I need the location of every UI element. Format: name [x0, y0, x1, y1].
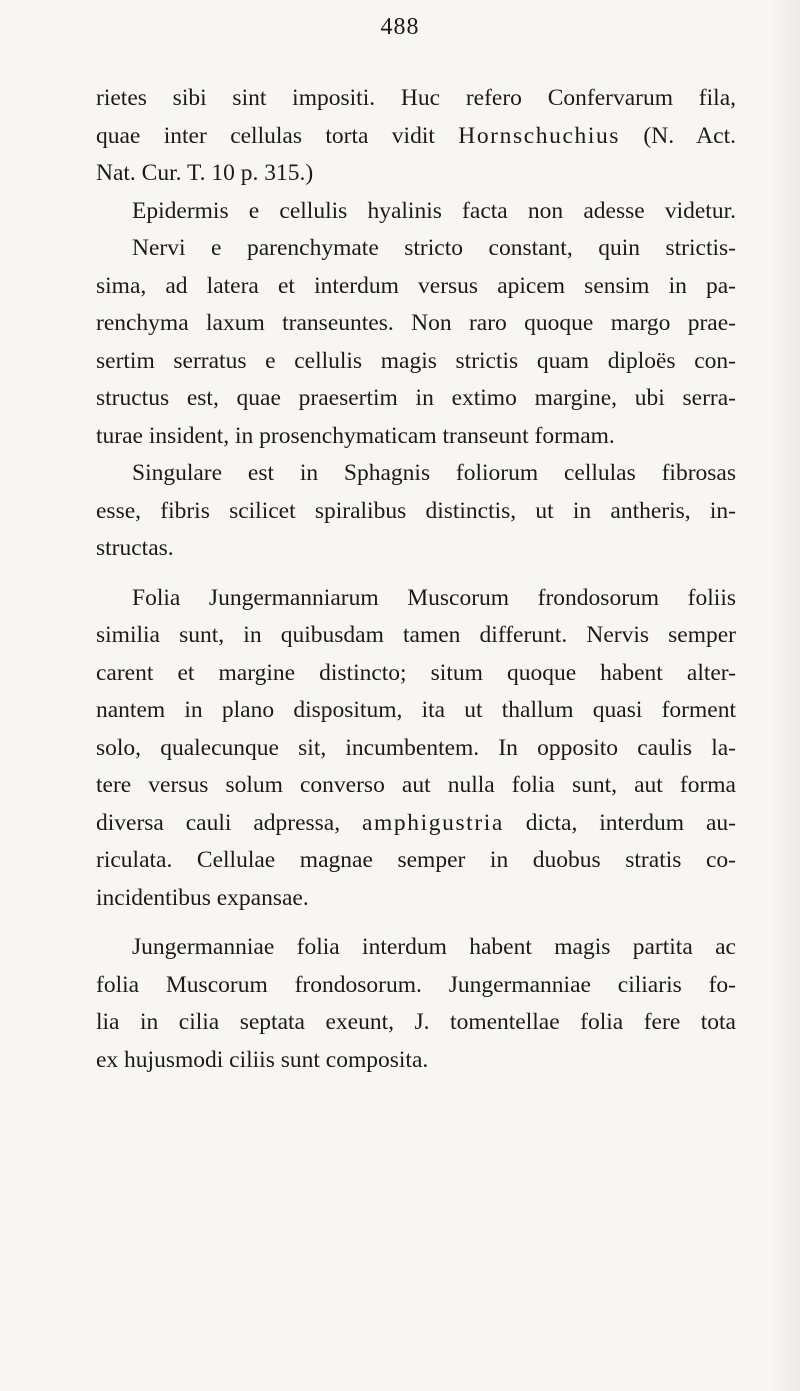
text-line [96, 118, 736, 156]
text-run: renchyma laxum transeuntes. Non raro quoque margo prae- [96, 310, 736, 336]
text-line [96, 617, 736, 655]
text-line [96, 418, 736, 456]
text-line [96, 1042, 736, 1080]
text-run: Nervi e parenchymate stricto constant, quin strictis- [132, 235, 736, 261]
text-run: quae inter cellulas torta vidit [96, 122, 459, 149]
text-run: incidentibus expansae. [96, 884, 309, 911]
paragraph-gap [96, 568, 736, 580]
text-run: Epidermis e cellulis hyalinis facta non adesse videtur. [132, 197, 736, 224]
text-line [96, 230, 736, 268]
text-line [96, 380, 736, 418]
text-run: dicta, interdum au- [503, 809, 736, 836]
text-line [96, 155, 736, 193]
text-line [96, 767, 736, 805]
body-text [96, 80, 736, 1079]
spaced-name: Hornschuchius [458, 122, 621, 149]
text-run: Nat. Cur. T. 10 p. 315.) [96, 160, 314, 186]
text-run: (N. Act. [620, 122, 736, 149]
text-run: lia in cilia septata exeunt, J. tomentellae folia fere tota [96, 1009, 736, 1035]
text-run: solo, qualecunque sit, incumbentem. In opposito caulis la- [96, 734, 736, 761]
text-line [96, 80, 736, 118]
spaced-name: amphigustria [362, 809, 504, 836]
text-run: Folia Jungermanniarum Muscorum frondosorum foliis [132, 584, 736, 611]
paragraph-gap [96, 917, 736, 929]
text-run: tere versus solum converso aut nulla folia sunt, aut forma [96, 772, 736, 798]
text-run: rietes sibi sint impositi. Huc refero Confervarum fila, [96, 85, 736, 111]
text-line [96, 967, 736, 1005]
page-number: 488 [380, 14, 420, 40]
text-run: ex hujusmodi ciliis sunt composita. [96, 1046, 429, 1073]
text-line [96, 455, 736, 493]
text-line [96, 343, 736, 381]
text-line [96, 193, 736, 231]
text-run: Jungermanniae folia interdum habent magis partita ac [132, 934, 736, 960]
text-run: riculata. Cellulae magnae semper in duobus stratis co- [96, 847, 736, 873]
text-line [96, 655, 736, 693]
text-line [96, 692, 736, 730]
text-run: sertim serratus e cellulis magis strictis quam diploës con- [96, 347, 736, 374]
text-run: similia sunt, in quibusdam tamen differunt. Nervis semper [96, 622, 736, 648]
text-run: folia Muscorum frondosorum. Jungermanniae ciliaris fo- [96, 971, 736, 998]
text-line [96, 842, 736, 880]
text-line [96, 805, 736, 843]
text-run: carent et margine distincto; situm quoque habent alter- [96, 659, 736, 686]
text-line [96, 580, 736, 618]
text-run: sima, ad latera et interdum versus apicem sensim in pa- [96, 272, 736, 299]
text-line [96, 880, 736, 918]
text-run: diversa cauli adpressa, [96, 809, 362, 836]
text-run: structas. [96, 535, 174, 561]
text-run: nantem in plano dispositum, ita ut thallum quasi forment [96, 697, 736, 723]
text-line [96, 929, 736, 967]
text-line [96, 493, 736, 531]
text-line [96, 730, 736, 768]
text-line [96, 305, 736, 343]
text-line [96, 1004, 736, 1042]
text-line [96, 268, 736, 306]
text-run: esse, fibris scilicet spiralibus distinctis, ut in antheris, in- [96, 497, 736, 524]
page-edge-shadow [770, 0, 800, 1391]
text-run: turae insident, in prosenchymaticam transeunt formam. [96, 422, 615, 449]
text-line [96, 530, 736, 568]
text-run: Singulare est in Sphagnis foliorum cellulas fibrosas [132, 460, 736, 486]
text-run: structus est, quae praesertim in extimo margine, ubi serra- [96, 385, 736, 411]
